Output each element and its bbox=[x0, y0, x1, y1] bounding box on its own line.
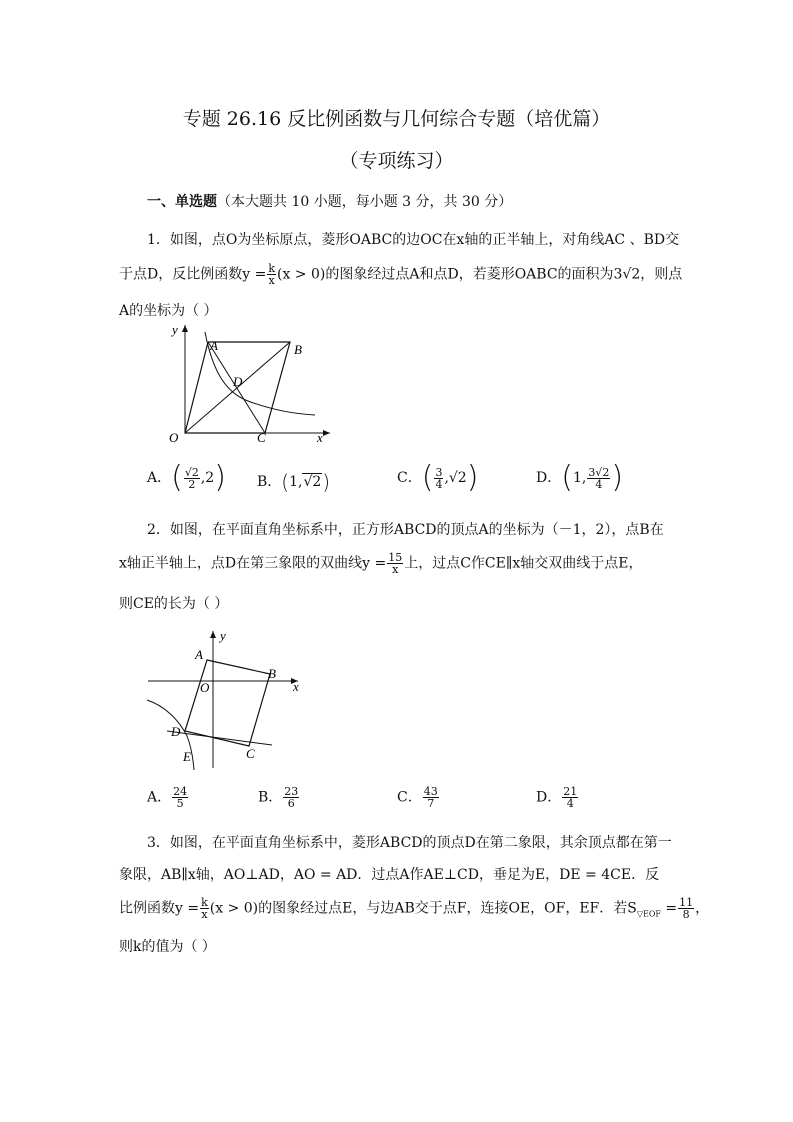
label-x: x bbox=[317, 430, 323, 445]
label-D: D bbox=[233, 374, 243, 389]
q1-option-d: D．(1, $\frac{3√2}{4}$ ) bbox=[536, 460, 624, 495]
q2-line3: 则CE的长为（ ） bbox=[119, 596, 229, 612]
page-subtitle: （专项练习） bbox=[339, 150, 454, 172]
label-y: y bbox=[220, 628, 226, 643]
q1-figure bbox=[160, 320, 340, 448]
q1-line3: A的坐标为（ ） bbox=[119, 303, 218, 319]
section-info: （本大题共 10 小题，每小题 3 分，共 30 分） bbox=[217, 194, 513, 210]
section-name: 一、单选题 bbox=[147, 194, 217, 210]
label-A: A bbox=[210, 338, 218, 353]
fraction: $\frac{k}{x}$ bbox=[268, 262, 275, 287]
q2-line1: 2．如图，在平面直角坐标系中，正方形ABCD的顶点A的坐标为（－1，2），点B在 bbox=[147, 522, 664, 538]
label-O: O bbox=[169, 430, 179, 445]
q1-option-c: C．( $\frac{3}{4}$ ,√2) bbox=[397, 460, 479, 495]
q2-option-a: A． $\frac{24}{5}$ bbox=[147, 785, 188, 810]
q1-option-b: B．(1,√2) bbox=[257, 470, 331, 494]
label-C: C bbox=[246, 746, 255, 761]
label-C: C bbox=[257, 430, 266, 445]
label-O: O bbox=[200, 680, 210, 695]
label-x: x bbox=[293, 679, 299, 694]
label-E: E bbox=[183, 749, 191, 764]
q2-option-b: B． $\frac{23}{6}$ bbox=[258, 785, 299, 810]
q3-line1: 3．如图，在平面直角坐标系中，菱形ABCD的顶点D在第二象限，其余顶点都在第一 bbox=[147, 835, 672, 851]
label-B: B bbox=[294, 342, 302, 357]
q3-line4: 则k的值为（ ） bbox=[119, 939, 216, 955]
fraction: $\frac{15}{x}$ bbox=[388, 551, 403, 576]
q1-option-a: A．( $\frac{√2}{2}$ ,2) bbox=[147, 460, 226, 495]
q3-line3: 比例函数y = $\frac{k}{x}$ (x > 0)的图象经过点E，与边AB交于点F，连接OE，OF，EF．若$S_{▽EOF}$ = $\frac{11}{8}$ ， bbox=[119, 896, 710, 921]
q2-option-c: C． $\frac{43}{7}$ bbox=[397, 785, 438, 810]
q2-option-d: D． $\frac{21}{4}$ bbox=[536, 785, 578, 810]
q1-line2: 于点D，反比例函数y = $\frac{k}{x}$ (x > 0)的图象经过点A和点D，若菱形OABC的面积为3√2，则点 bbox=[119, 262, 683, 287]
label-A: A bbox=[195, 647, 203, 662]
label-D: D bbox=[171, 724, 181, 739]
section-header bbox=[147, 191, 512, 211]
q3-line2: 象限，AB∥x轴，AO⊥AD，AO = AD．过点A作AE⊥CD，垂足为E，DE = 4CE．反 bbox=[119, 867, 660, 883]
page-title: 专题 26.16 反比例函数与几何综合专题（培优篇） bbox=[182, 108, 611, 130]
label-y: y bbox=[172, 322, 178, 337]
q2-figure bbox=[145, 628, 310, 773]
q1-line1: 1．如图，点O为坐标原点，菱形OABC的边OC在x轴的正半轴上，对角线AC 、BD交 bbox=[147, 232, 680, 248]
label-B: B bbox=[268, 666, 276, 681]
q2-line2: x轴正半轴上，点D在第三象限的双曲线y = $\frac{15}{x}$ 上，过点C作CE∥x轴交双曲线于点E， bbox=[119, 551, 643, 576]
